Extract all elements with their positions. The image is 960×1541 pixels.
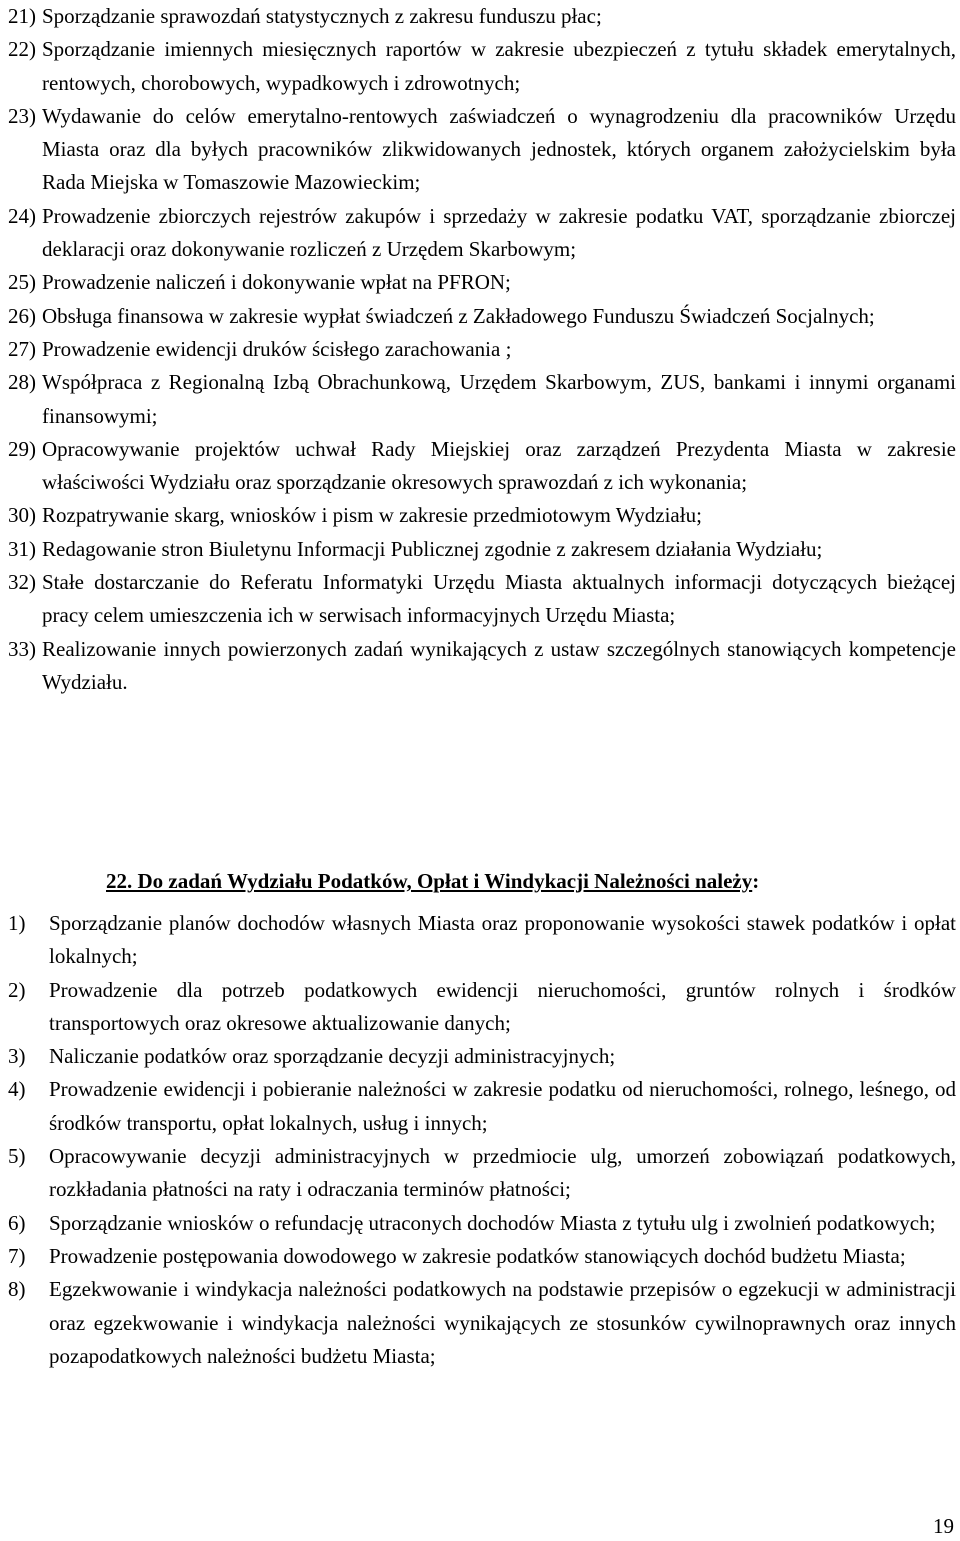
section-heading	[106, 865, 956, 898]
list-item-number: 32)	[8, 570, 36, 595]
list-item-number: 30)	[8, 503, 36, 528]
list-item-text: Sporządzanie imiennych miesięcznych raportów w zakresie ubezpieczeń z tytułu składek emerytalnych, rentowych, chorobowych, wypadkowych i zdrowotnych;	[42, 37, 956, 95]
list-item-number: 5)	[8, 1144, 26, 1169]
list-item	[8, 100, 956, 200]
section-heading-colon: :	[752, 869, 760, 893]
list-item	[8, 1073, 956, 1140]
list-item-number: 1)	[8, 911, 26, 935]
list-item-number: 33)	[8, 636, 36, 661]
list-item	[8, 0, 956, 33]
list-item	[8, 200, 956, 267]
list-item-text: Redagowanie stron Biuletynu Informacji Publicznej zgodnie z zakresem działania Wydziału;	[42, 536, 823, 561]
list-item-number: 24)	[8, 203, 36, 228]
list-item-number: 31)	[8, 536, 36, 561]
section-heading-text: 22. Do zadań Wydziału Podatków, Opłat i Windykacji Należności należy	[106, 869, 753, 893]
list-item	[8, 499, 956, 532]
list-item-number: 27)	[8, 336, 36, 361]
page-number: 19	[933, 1514, 954, 1538]
list-item	[8, 974, 956, 1041]
list-item	[8, 1240, 956, 1273]
list-item-text: Obsługa finansowa w zakresie wypłat świadczeń z Zakładowego Funduszu Świadczeń Socjalnych;	[42, 303, 875, 328]
list-item-number: 2)	[8, 977, 26, 1002]
list-item-text: Opracowywanie projektów uchwał Rady Miejskiej oraz zarządzeń Prezydenta Miasta w zakresie właściwości Wydziału oraz sporządzanie okresowych sprawozdań z ich wykonania;	[42, 436, 956, 495]
list-item-text: Sporządzanie planów dochodów własnych Miasta oraz proponowanie wysokości stawek podatków i opłat lokalnych;	[49, 911, 956, 969]
list-item-text: Naliczanie podatków oraz sporządzanie decyzji administracyjnych;	[49, 1044, 616, 1069]
list-item	[8, 333, 956, 366]
list-item-text: Stałe dostarczanie do Referatu Informatyki Urzędu Miasta aktualnych informacji dotyczących bieżącej pracy celem umieszczenia ich w serwisach informacyjnych Urzędu Miasta;	[42, 570, 956, 628]
list-item-number: 29)	[8, 436, 36, 461]
list-item-text: Realizowanie innych powierzonych zadań wynikających z ustaw szczególnych stanowiących kompetencje Wydziału.	[42, 636, 956, 694]
list-item-text: Sporządzanie wniosków o refundację utraconych dochodów Miasta z tytułu ulg i zwolnień podatkowych;	[49, 1210, 936, 1235]
list-item	[8, 1207, 956, 1240]
list-item	[8, 33, 956, 100]
list-item-text: Prowadzenie naliczeń i dokonywanie wpłat na PFRON;	[42, 270, 511, 295]
list-item	[8, 1140, 956, 1207]
list-item-text: Prowadzenie dla potrzeb podatkowych ewidencji nieruchomości, gruntów rolnych i środków transportowych oraz okresowe aktualizowanie danych;	[49, 977, 956, 1035]
list-item-text: Sporządzanie sprawozdań statystycznych z zakresu funduszu płac;	[42, 4, 602, 28]
list-item-number: 3)	[8, 1044, 26, 1069]
list-item	[8, 907, 956, 974]
list-item-text: Prowadzenie postępowania dowodowego w zakresie podatków stanowiących dochód budżetu Miasta;	[49, 1243, 906, 1268]
list-item-number: 28)	[8, 370, 36, 395]
list-item-text: Prowadzenie zbiorczych rejestrów zakupów i sprzedaży w zakresie podatku VAT, sporządzanie zbiorczej deklaracji oraz dokonywanie rozliczeń z Urzędem Skarbowym;	[42, 203, 956, 262]
list-item-text: Prowadzenie ewidencji druków ścisłego zarachowania ;	[42, 336, 512, 361]
list-item-text: Egzekwowanie i windykacja należności podatkowych na podstawie przepisów o egzekucji w administracji oraz egzekwowanie i windykacja należności wynikających ze stosunków cywilnoprawnych oraz innych pozapodatkowych należności budżetu Miasta;	[49, 1277, 956, 1368]
list-item-number: 26)	[8, 303, 36, 328]
list-item-text: Współpraca z Regionalną Izbą Obrachunkową, Urzędem Skarbowym, ZUS, bankami i innymi organami finansowymi;	[42, 370, 956, 428]
list-item	[8, 300, 956, 333]
list-item	[8, 1040, 956, 1073]
list-item-number: 21)	[8, 4, 36, 28]
list-item	[8, 533, 956, 566]
list-item-text: Wydawanie do celów emerytalno-rentowych zaświadczeń o wynagrodzeniu dla pracowników Urzędu Miasta oraz dla byłych pracowników zlikwidowanych jednostek, których organem założycielskim była Rada Miejska w Tomaszowie Mazowieckim;	[42, 103, 956, 195]
list-item	[8, 266, 956, 299]
list-item-number: 23)	[8, 103, 36, 128]
list-item	[8, 1273, 956, 1373]
list-item-text: Rozpatrywanie skarg, wniosków i pism w zakresie przedmiotowym Wydziału;	[42, 503, 702, 528]
list-item	[8, 433, 956, 500]
list-item	[8, 366, 956, 433]
list-item-text: Opracowywanie decyzji administracyjnych w przedmiocie ulg, umorzeń zobowiązań podatkowych, rozkładania płatności na raty i odraczania terminów płatności;	[49, 1144, 956, 1202]
list-item-number: 25)	[8, 270, 36, 295]
list-item-number: 4)	[8, 1077, 26, 1102]
list-item	[8, 566, 956, 633]
task-list-section-22	[8, 907, 956, 1373]
list-item-number: 6)	[8, 1210, 26, 1235]
list-item-number: 7)	[8, 1243, 26, 1268]
list-item-number: 22)	[8, 37, 36, 62]
list-item-number: 8)	[8, 1277, 26, 1302]
list-item	[8, 633, 956, 700]
task-list-continued	[8, 0, 956, 699]
list-item-text: Prowadzenie ewidencji i pobieranie należności w zakresie podatku od nieruchomości, rolnego, leśnego, od środków transportu, opłat lokalnych, usług i innych;	[49, 1077, 956, 1135]
